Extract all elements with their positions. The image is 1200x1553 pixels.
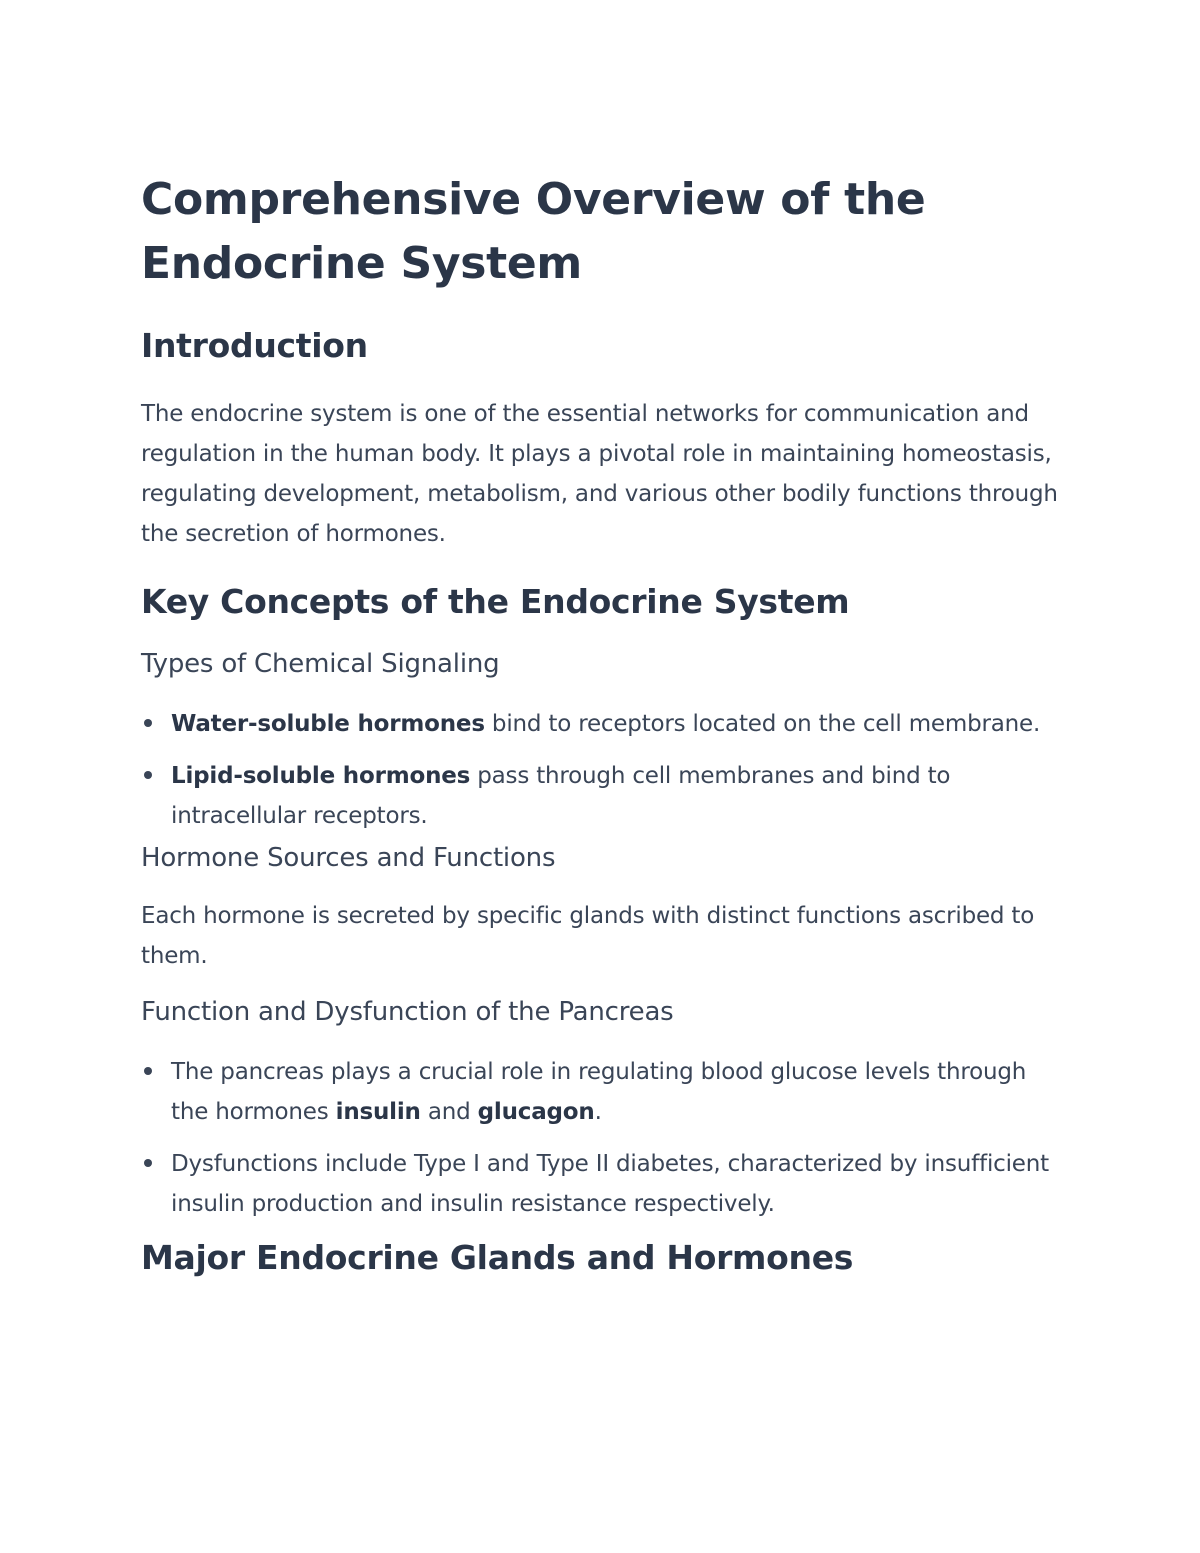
list-item-text: bind to receptors located on the cell membrane.	[484, 711, 1041, 737]
bullet-icon	[144, 1159, 152, 1167]
major-glands-heading: Major Endocrine Glands and Hormones	[141, 1238, 854, 1277]
list-item	[141, 756, 1070, 836]
bold-term: insulin	[335, 1099, 421, 1125]
bullet-icon	[144, 1067, 152, 1075]
list-item	[141, 1052, 1070, 1132]
list-item-text: The pancreas plays a crucial role in regulating blood glucose levels through the hormones	[171, 1059, 1027, 1125]
list-item	[141, 704, 1070, 744]
introduction-heading: Introduction	[141, 326, 368, 365]
bold-term: Lipid-soluble hormones	[171, 763, 471, 789]
list-item-text: and	[420, 1099, 478, 1125]
list-item	[141, 1144, 1070, 1224]
chemical-signaling-list	[141, 704, 1070, 836]
list-item-text: .	[594, 1099, 602, 1125]
hormone-sources-paragraph: Each hormone is secreted by specific glands with distinct functions ascribed to them.	[141, 903, 1035, 969]
bullet-icon	[144, 771, 152, 779]
introduction-paragraph: The endocrine system is one of the essential networks for communication and regulation in the human body. It plays a pivotal role in maintaining homeostasis, regulating development, metabolism, and various other bodily functions through the secretion of hormones.	[141, 401, 1058, 547]
bold-term: Water-soluble hormones	[171, 711, 485, 737]
key-concepts-heading: Key Concepts of the Endocrine System	[141, 582, 850, 621]
document-title: Comprehensive Overview of the Endocrine System	[141, 174, 926, 289]
chemical-signaling-heading: Types of Chemical Signaling	[141, 649, 500, 679]
pancreas-heading: Function and Dysfunction of the Pancreas	[141, 997, 674, 1027]
bullet-icon	[144, 719, 152, 727]
bold-term: glucagon	[477, 1099, 595, 1125]
pancreas-list	[141, 1052, 1070, 1224]
hormone-sources-heading: Hormone Sources and Functions	[141, 843, 556, 873]
list-item-text: Dysfunctions include Type I and Type II diabetes, characterized by insufficient insulin production and insulin resistance respectively.	[171, 1151, 1049, 1217]
list-item-text: pass through cell membranes and bind to intracellular receptors.	[171, 763, 951, 829]
